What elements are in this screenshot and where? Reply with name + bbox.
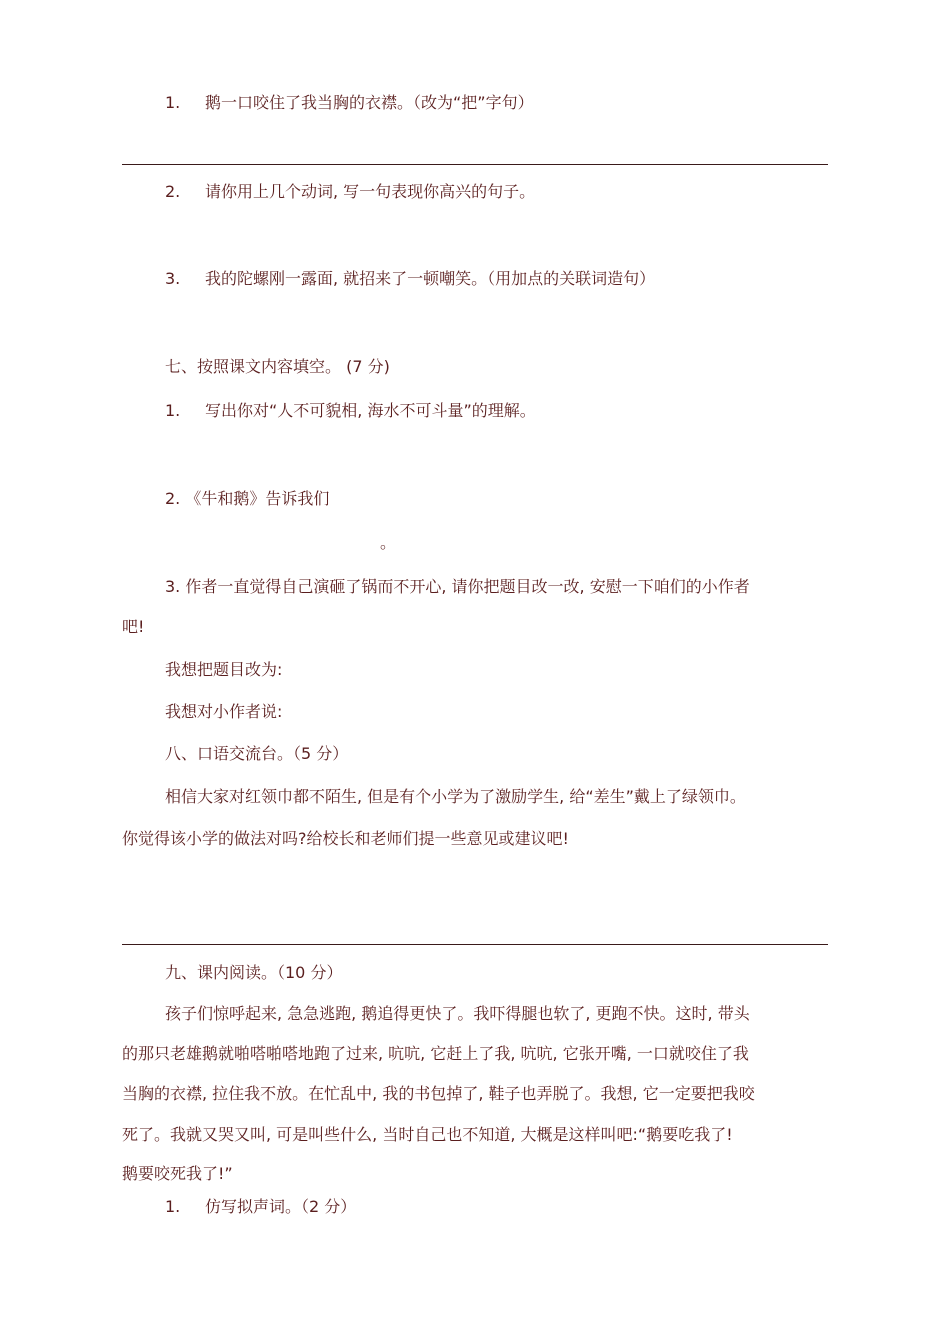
question-number: 1.	[165, 401, 181, 420]
section-8-heading: 八、口语交流台。（5 分）	[165, 744, 349, 763]
section-9-heading: 九、课内阅读。（10 分）	[165, 963, 343, 982]
section-8-text-line1: 相信大家对红领巾都不陌生, 但是有个小学为了激励学生, 给“差生”戴上了绿领巾。	[165, 787, 746, 806]
question-7-2-end: 。	[380, 533, 397, 552]
question-number: 1.	[165, 93, 181, 112]
question-text: 仿写拟声词。（2 分）	[205, 1197, 357, 1216]
question-7-2: 2. 《牛和鹅》告诉我们	[165, 489, 330, 508]
answer-line	[122, 944, 828, 945]
question-9-1	[165, 1196, 356, 1218]
question-7-1	[165, 400, 536, 422]
passage-line-5: 鹅要咬死我了!”	[122, 1164, 233, 1183]
question-number: 2.	[165, 182, 181, 201]
question-text: 写出你对“人不可貌相, 海水不可斗量”的理解。	[205, 401, 536, 420]
section-8-text-line2: 你觉得该小学的做法对吗?给校长和老师们提一些意见或建议吧!	[122, 829, 569, 848]
question-7-3-line2: 吧!	[122, 617, 145, 636]
passage-line-3: 当胸的衣襟, 拉住我不放。在忙乱中, 我的书包掉了, 鞋子也弄脱了。我想, 它一定要把我咬	[122, 1084, 755, 1103]
passage-line-1: 孩子们惊呼起来, 急急逃跑, 鹅追得更快了。我吓得腿也软了, 更跑不快。这时, 带头	[165, 1004, 750, 1023]
question-text: 请你用上几个动词, 写一句表现你高兴的句子。	[205, 182, 536, 201]
prompt-title: 我想把题目改为:	[165, 660, 283, 679]
passage-line-4: 死了。我就又哭又叫, 可是叫些什么, 当时自己也不知道, 大概是这样叫吧:“鹅要吃我了!	[122, 1125, 733, 1144]
question-text: 鹅一口咬住了我当胸的衣襟。（改为“把”字句）	[205, 93, 534, 112]
question-number: 3.	[165, 269, 181, 288]
question-7-3-line1: 3. 作者一直觉得自己演砸了锅而不开心, 请你把题目改一改, 安慰一下咱们的小作者	[165, 577, 750, 596]
passage-line-2: 的那只老雄鹅就啪嗒啪嗒地跑了过来, 吭吭, 它赶上了我, 吭吭, 它张开嘴, 一口就咬住了我	[122, 1044, 749, 1063]
question-6-2	[165, 181, 535, 203]
prompt-say: 我想对小作者说:	[165, 702, 283, 721]
question-6-1	[165, 92, 534, 114]
section-7-heading: 七、按照课文内容填空。 (7 分)	[165, 357, 390, 376]
question-6-3	[165, 268, 655, 290]
answer-line	[122, 164, 828, 165]
question-text: 我的陀螺刚一露面, 就招来了一顿嘲笑。（用加点的关联词造句）	[205, 269, 656, 288]
question-number: 1.	[165, 1197, 181, 1216]
